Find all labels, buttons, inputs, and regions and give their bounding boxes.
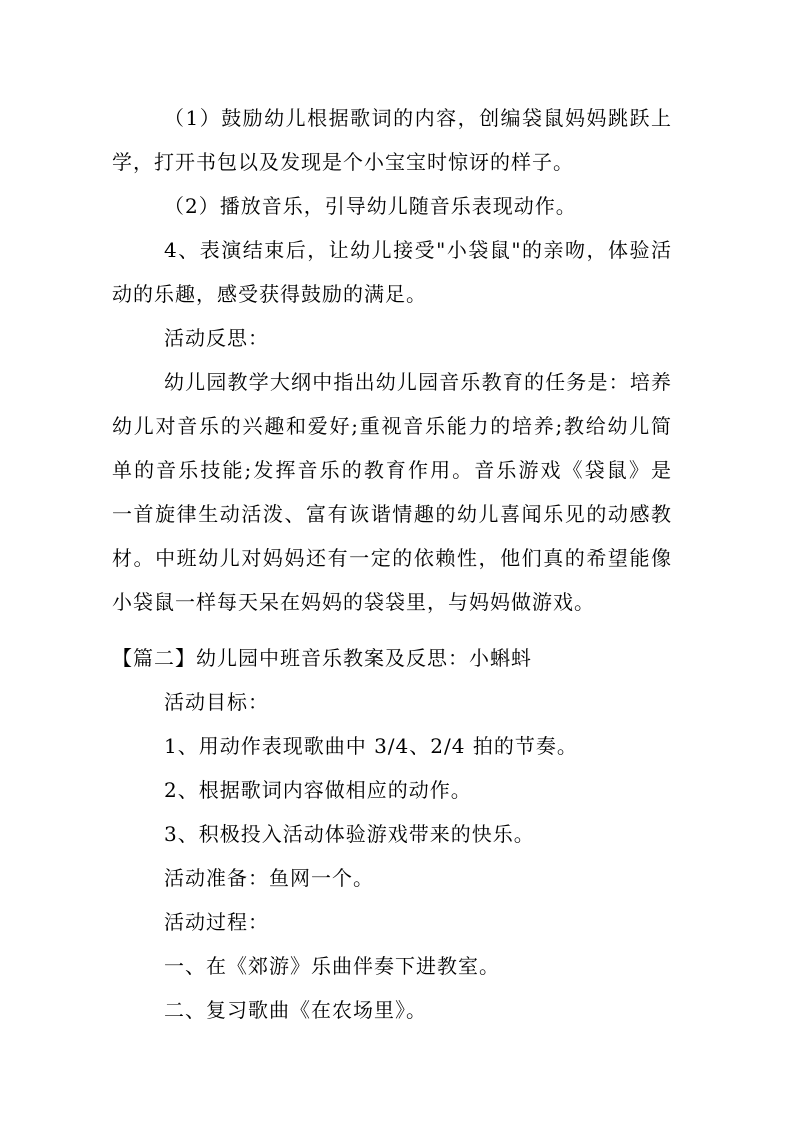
- paragraph-line: 材。中班幼儿对妈妈还有一定的依赖性，他们真的希望能像: [112, 546, 672, 570]
- paragraph-line: 学，打开书包以及发现是个小宝宝时惊讶的样子。: [112, 150, 574, 174]
- paragraph-line: （1）鼓励幼儿根据歌词的内容，创编袋鼠妈妈跳跃上: [164, 106, 672, 130]
- paragraph-line: （2）播放音乐，引导幼儿随音乐表现动作。: [164, 194, 577, 218]
- paragraph-line: 小袋鼠一样每天呆在妈妈的袋袋里，与妈妈做游戏。: [112, 590, 595, 614]
- paragraph-line: 单的音乐技能;发挥音乐的教育作用。音乐游戏《袋鼠》是: [112, 458, 672, 482]
- list-item: 2、根据歌词内容做相应的动作。: [164, 778, 472, 802]
- section-label: 活动过程：: [164, 910, 269, 934]
- list-item: 3、积极投入活动体验游戏带来的快乐。: [164, 822, 535, 846]
- list-item: 1、用动作表现歌曲中 3/4、2/4 拍的节奏。: [164, 734, 578, 758]
- paragraph-line: 动的乐趣，感受获得鼓励的满足。: [112, 282, 427, 306]
- paragraph-line: 幼儿园教学大纲中指出幼儿园音乐教育的任务是：培养: [164, 370, 672, 394]
- paragraph-line: 一首旋律生动活泼、富有诙谐情趣的幼儿喜闻乐见的动感教: [112, 502, 672, 526]
- section-heading: 【篇二】幼儿园中班音乐教案及反思：小蝌蚪: [112, 646, 532, 670]
- list-item: 二、复习歌曲《在农场里》。: [164, 998, 427, 1022]
- paragraph-line: 4、表演结束后，让幼儿接受"小袋鼠"的亲吻，体验活: [164, 238, 672, 262]
- section-label: 活动目标：: [164, 690, 269, 714]
- paragraph-line: 幼儿对音乐的兴趣和爱好;重视音乐能力的培养;教给幼儿简: [112, 414, 672, 438]
- list-item: 一、在《郊游》乐曲伴奏下进教室。: [164, 954, 500, 978]
- section-label: 活动反思：: [164, 326, 269, 350]
- paragraph-line: 活动准备：鱼网一个。: [164, 866, 374, 890]
